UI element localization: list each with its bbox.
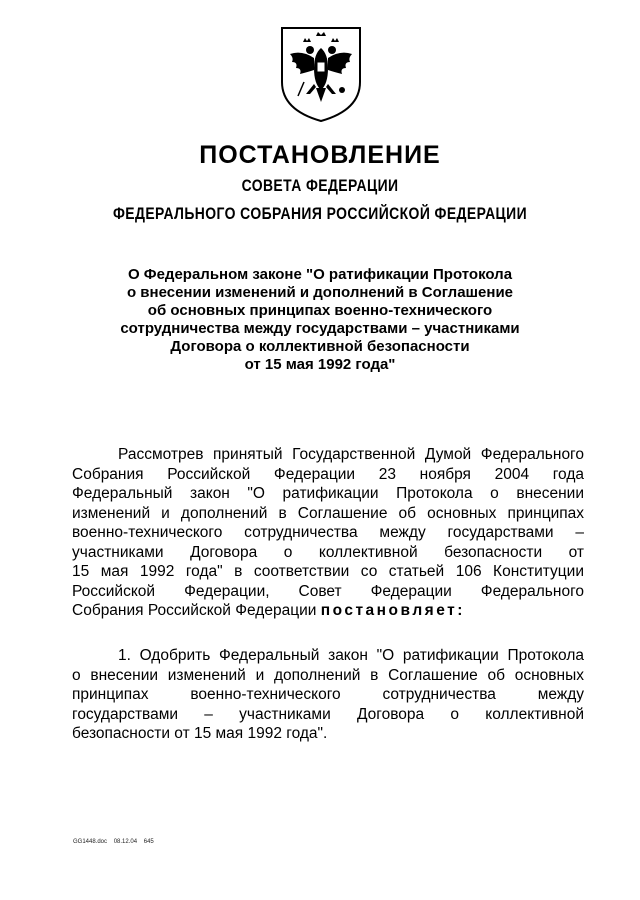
subject-line: О Федеральном законе "О ратификации Протокола: [127, 266, 513, 283]
preamble-paragraph: [72, 445, 584, 621]
paragraph-line: безопасности от 15 мая 1992 года".: [72, 725, 328, 742]
footer-file-name: GG1448.doc: [73, 839, 108, 845]
paragraph-line: участниками Договора о коллективной безопасности от: [72, 543, 584, 561]
paragraph-line: изменений и дополнений в Соглашение об основных принципах: [72, 504, 584, 522]
subject-line: сотрудничества между государствами – участниками: [120, 320, 520, 337]
paragraph-line: военно-технического сотрудничества между государствами –: [72, 524, 584, 541]
resolution-item-1: [72, 646, 584, 744]
document-title: ПОСТАНОВЛЕНИЕ: [199, 141, 441, 169]
paragraph-line: Федеральный закон "О ратификации Протокола о внесении: [72, 485, 584, 502]
paragraph-line: принципах военно-технического сотрудничества между: [72, 686, 584, 703]
paragraph-line: 15 мая 1992 года" в соответствии со статьей 106 Конституции: [72, 563, 584, 580]
resolution-keyword: постановляет:: [320, 602, 465, 619]
paragraph-line: Рассмотрев принятый Государственной Думой Федерального: [118, 446, 584, 463]
paragraph-line: Собрания Российской Федерации: [72, 602, 317, 619]
document-footer: [73, 839, 159, 845]
paragraph-line: 1. Одобрить Федеральный закон "О ратификации Протокола: [118, 647, 584, 664]
paragraph-line: государствами – участниками Договора о коллективной: [72, 705, 584, 723]
document-subject: [60, 266, 580, 374]
subject-line: от 15 мая 1992 года": [244, 356, 396, 373]
coat-of-arms-emblem: [276, 24, 366, 124]
footer-code: 645: [143, 839, 154, 845]
russian-coat-of-arms-icon: [276, 24, 366, 124]
subject-line: о внесении изменений и дополнений в Соглашение: [126, 284, 514, 301]
issuing-body-line-1: СОВЕТА ФЕДЕРАЦИИ: [241, 176, 399, 195]
issuing-body-line-2: ФЕДЕРАЛЬНОГО СОБРАНИЯ РОССИЙСКОЙ ФЕДЕРАЦИИ: [112, 204, 528, 223]
footer-date: 08.12.04: [113, 839, 138, 845]
paragraph-line: о внесении изменений и дополнений в Соглашение об основных: [72, 666, 584, 684]
subject-line: Договора о коллективной безопасности: [170, 338, 470, 355]
paragraph-line: Собрания Российской Федерации 23 ноября 2004 года: [72, 465, 584, 483]
subject-line: об основных принципах военно-технического: [147, 302, 493, 319]
paragraph-line-final: [72, 601, 584, 621]
paragraph-line: Российской Федерации, Совет Федерации Федерального: [72, 582, 584, 600]
